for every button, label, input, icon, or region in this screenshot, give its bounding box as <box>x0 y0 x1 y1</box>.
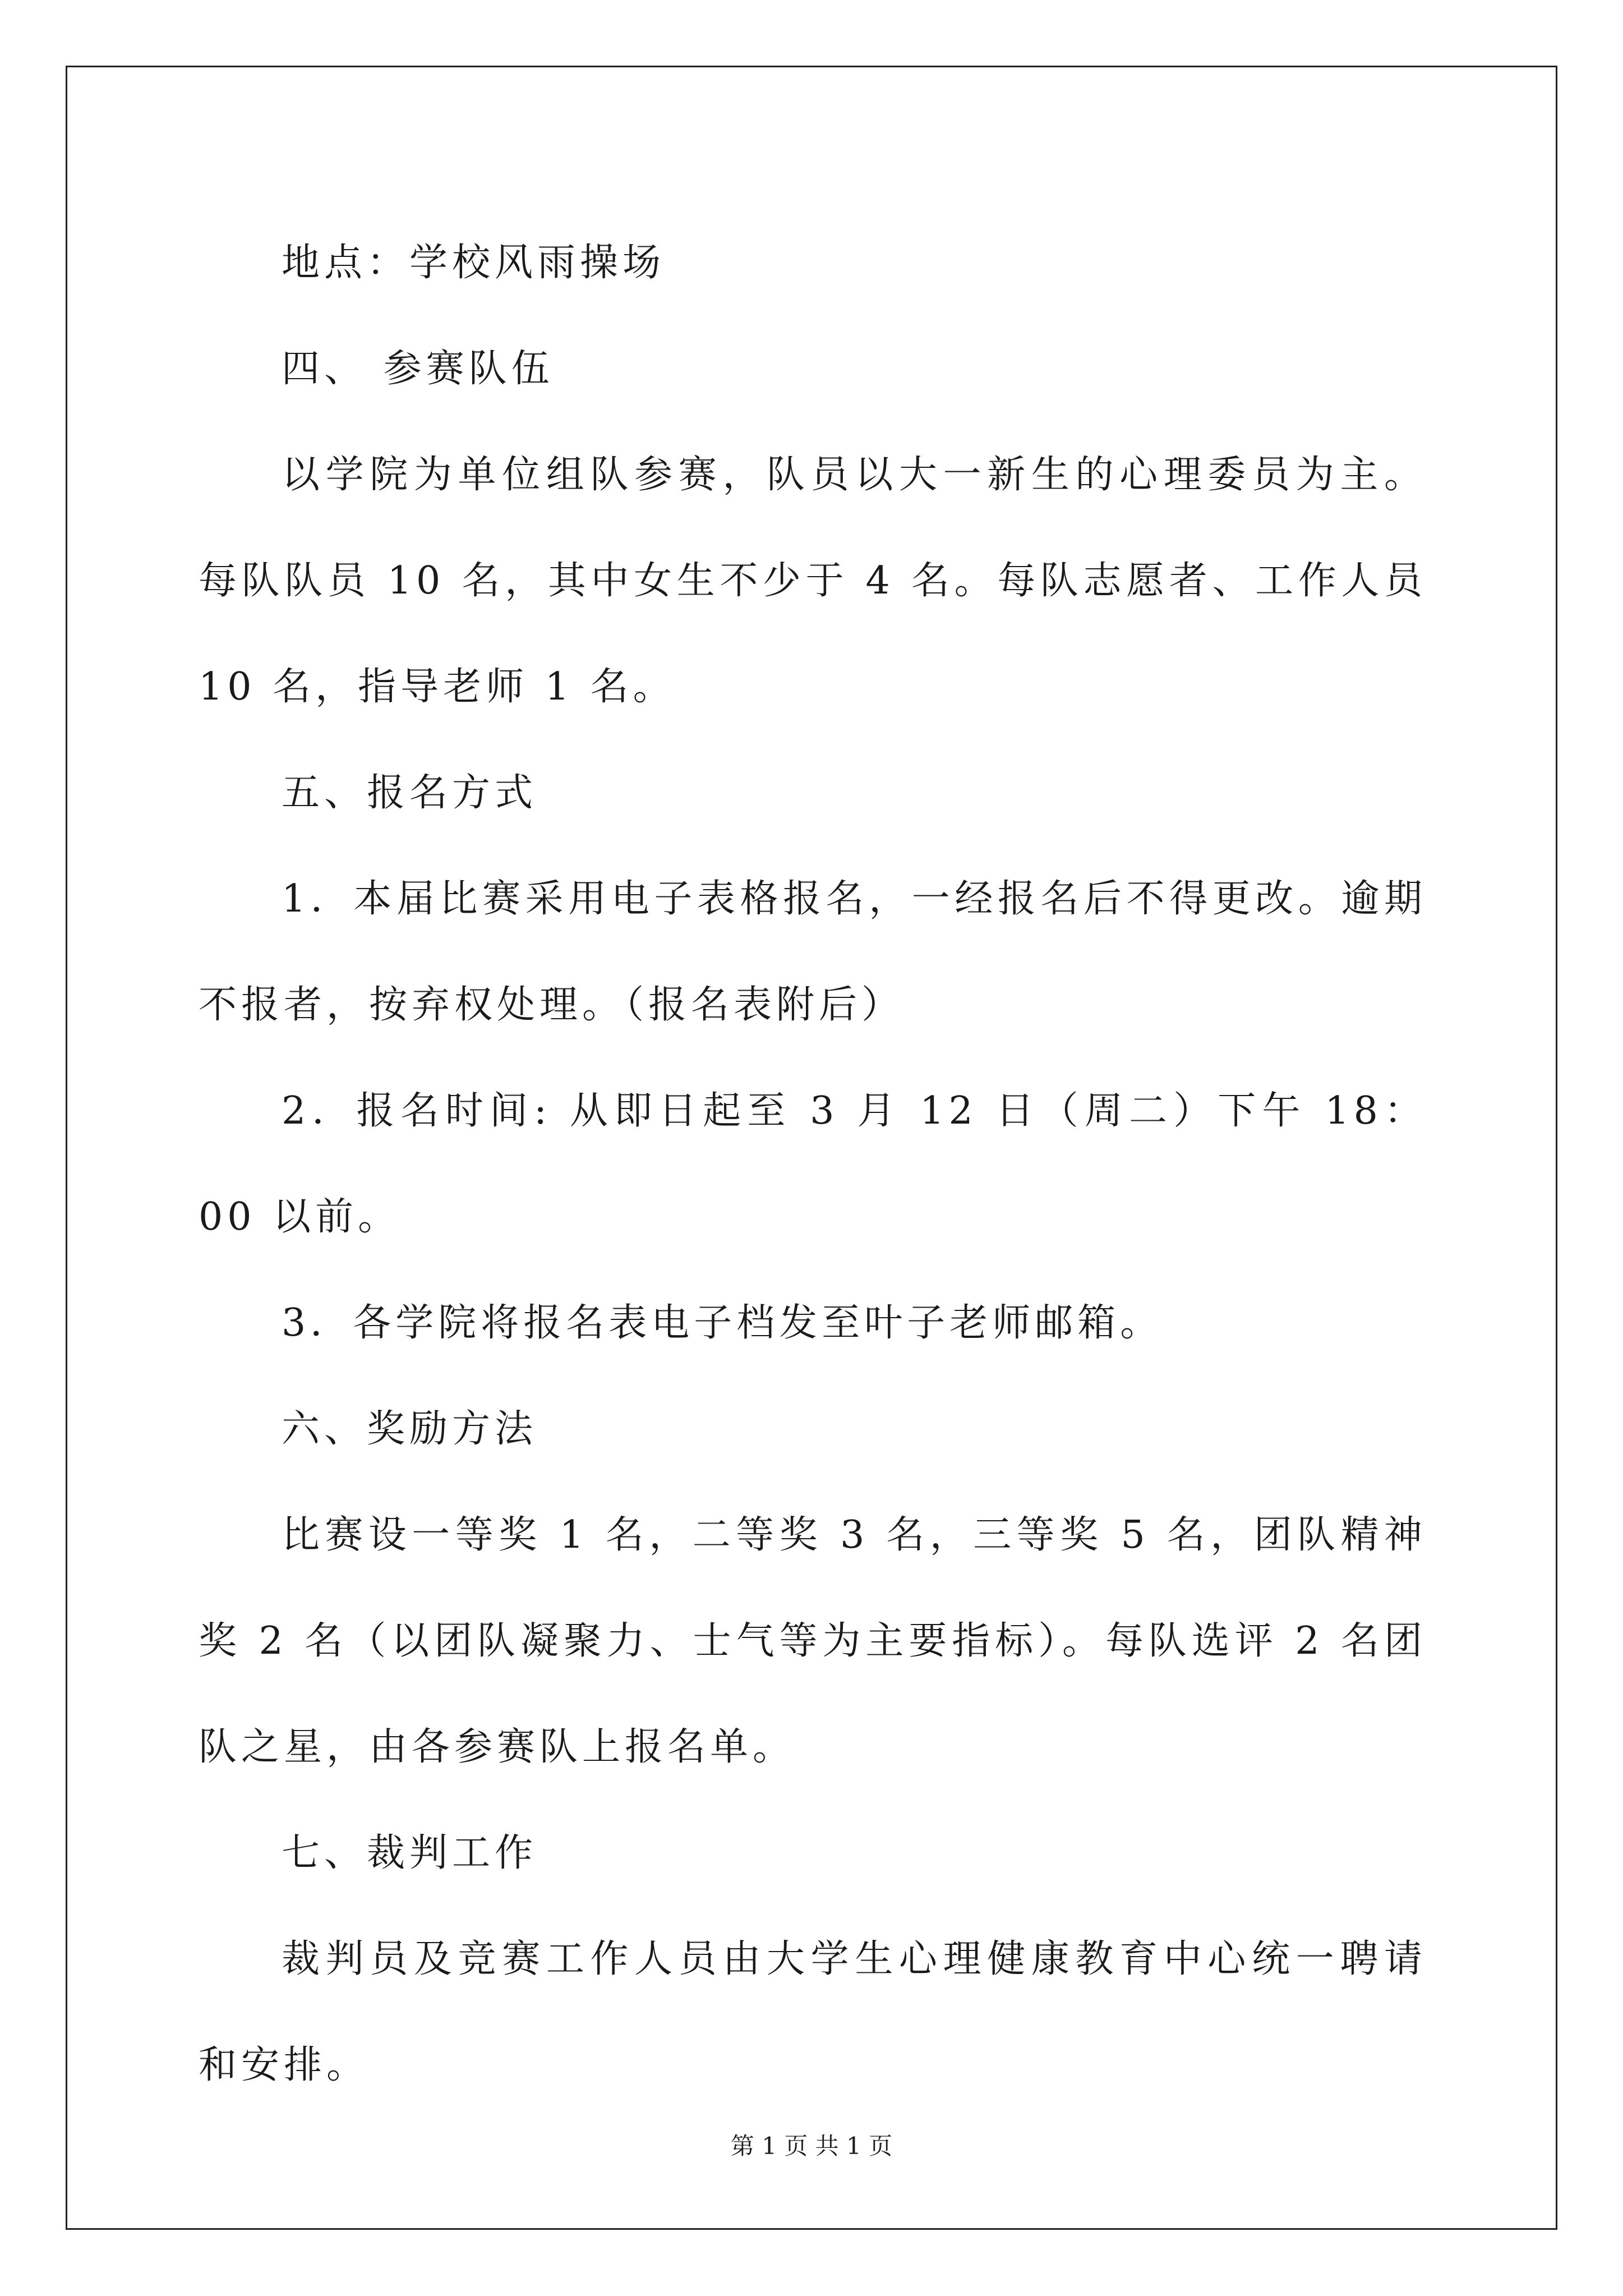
heading-teams: 四、 参赛队伍 <box>282 347 554 391</box>
heading-referee: 七、裁判工作 <box>282 1831 538 1875</box>
paragraph-registration-3: 3．各学院将报名表电子档发至叶子老师邮箱。 <box>282 1301 1163 1345</box>
paragraph-location: 地点：学校风雨操场 <box>282 241 666 285</box>
paragraph-teams: 以学院为单位组队参赛，队员以大一新生的心理委员为主。每队队员 10 名，其中女生不少于 4 名。每队志愿者、工作人员 10 名，指导老师 1 名。 <box>199 453 1427 709</box>
document-body <box>199 210 1427 2118</box>
paragraph-awards: 比赛设一等奖 1 名，二等奖 3 名，三等奖 5 名，团队精神奖 2 名（以团队凝聚力、士气等为主要指标）。每队选评 2 名团队之星，由各参赛队上报名单。 <box>199 1513 1427 1769</box>
page-footer: 第 1 页 共 1 页 <box>730 2132 893 2160</box>
heading-awards: 六、奖励方法 <box>282 1407 538 1451</box>
paragraph-registration-1: 1．本届比赛采用电子表格报名，一经报名后不得更改。逾期不报者，按弃权处理。（报名表附后） <box>199 877 1427 1027</box>
paragraph-registration-2: 2．报名时间: 从即日起至 3 月 12 日（周二）下午 18： 00 以前。 <box>199 1089 1427 1239</box>
paragraph-referee: 裁判员及竞赛工作人员由大学生心理健康教育中心统一聘请和安排。 <box>199 1937 1427 2087</box>
heading-registration: 五、报名方式 <box>282 771 538 815</box>
